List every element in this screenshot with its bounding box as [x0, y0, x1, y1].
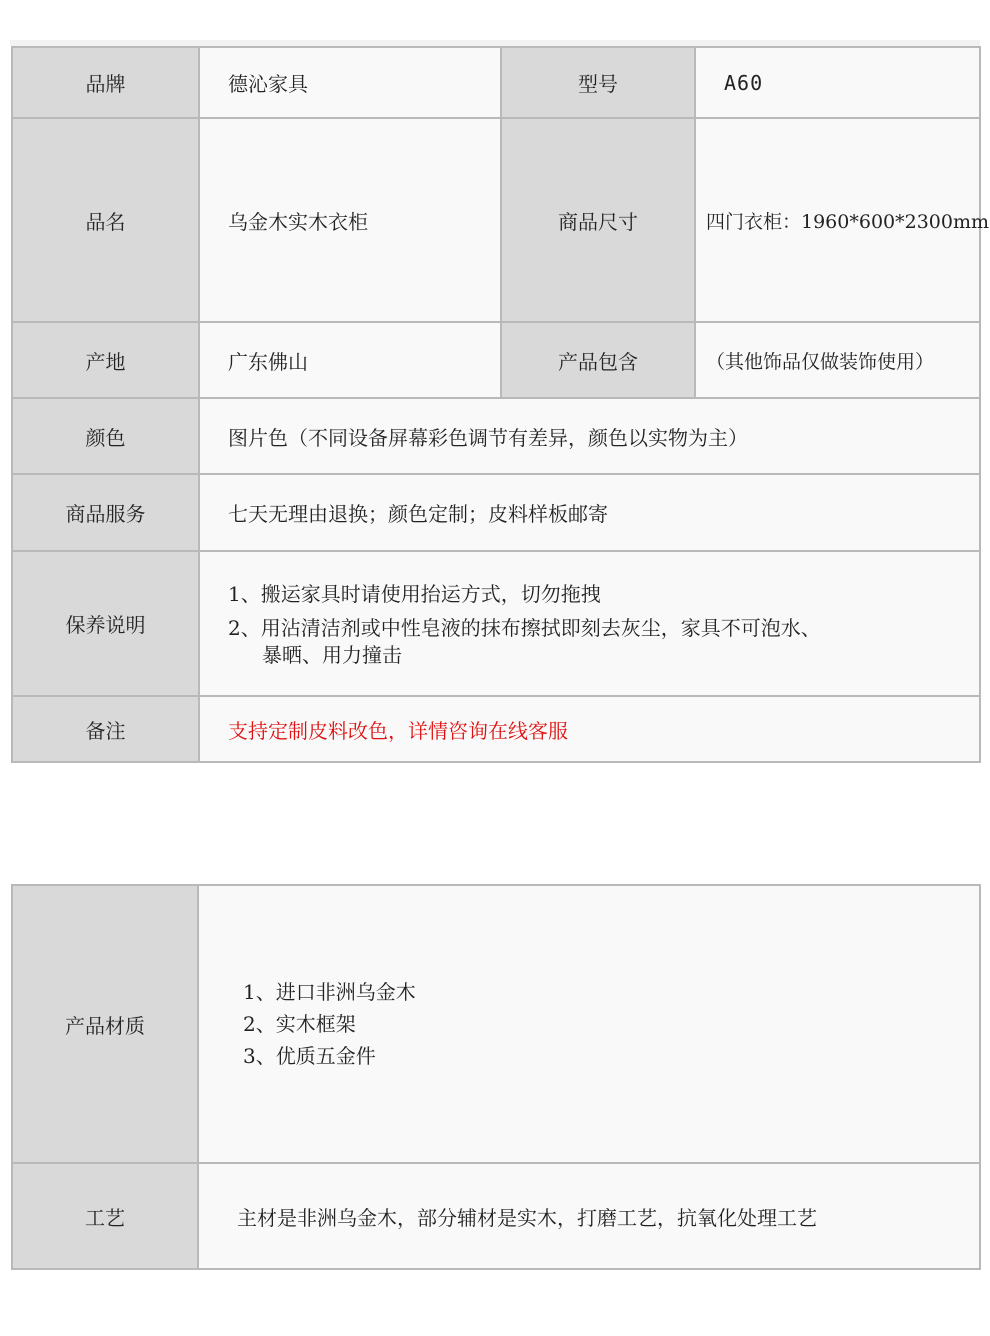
size-value: 四门衣柜：1960*600*2300mm [695, 118, 980, 322]
size-label: 商品尺寸 [501, 118, 695, 322]
service-value: 七天无理由退换；颜色定制；皮料样板邮寄 [199, 474, 980, 551]
list-item: 3、优质五金件 [243, 1044, 376, 1068]
name-value: 乌金木实木衣柜 [199, 118, 501, 322]
model-value: A60 [695, 47, 980, 118]
material-list [198, 885, 980, 1163]
craft-value: 主材是非洲乌金木，部分辅材是实木，打磨工艺，抗氧化处理工艺 [198, 1163, 980, 1269]
table-row [12, 885, 980, 1163]
table-row [12, 474, 980, 551]
note-value: 支持定制皮料改色，详情咨询在线客服 [199, 696, 980, 762]
care-label: 保养说明 [12, 551, 199, 696]
service-label: 商品服务 [12, 474, 199, 551]
care-line-3: 暴晒、用力撞击 [262, 642, 402, 667]
care-instructions [199, 551, 980, 696]
table-row [12, 398, 980, 474]
material-table [11, 884, 981, 1270]
table-row [12, 1163, 980, 1269]
spec-table [11, 46, 990, 763]
list-item: 2、实木框架 [243, 1012, 356, 1036]
care-line-1: 1、搬运家具时请使用抬运方式，切勿拖拽 [228, 581, 601, 606]
table-row [12, 551, 980, 696]
color-value: 图片色（不同设备屏幕彩色调节有差异，颜色以实物为主） [199, 398, 980, 474]
table-row [12, 47, 980, 118]
color-label: 颜色 [12, 398, 199, 474]
brand-label: 品牌 [12, 47, 199, 118]
material-label: 产品材质 [12, 885, 198, 1163]
origin-value: 广东佛山 [199, 322, 501, 398]
origin-label: 产地 [12, 322, 199, 398]
contents-label: 产品包含 [501, 322, 695, 398]
table-row [12, 696, 980, 762]
care-line-2: 2、用沾清洁剂或中性皂液的抹布擦拭即刻去灰尘，家具不可泡水、 [228, 615, 821, 640]
table-row [12, 118, 980, 322]
list-item: 1、进口非洲乌金木 [243, 980, 416, 1004]
contents-value: （其他饰品仅做装饰使用） [695, 322, 980, 398]
name-label: 品名 [12, 118, 199, 322]
craft-label: 工艺 [12, 1163, 198, 1269]
model-label: 型号 [501, 47, 695, 118]
note-label: 备注 [12, 696, 199, 762]
brand-value: 德沁家具 [199, 47, 501, 118]
table-row [12, 322, 980, 398]
